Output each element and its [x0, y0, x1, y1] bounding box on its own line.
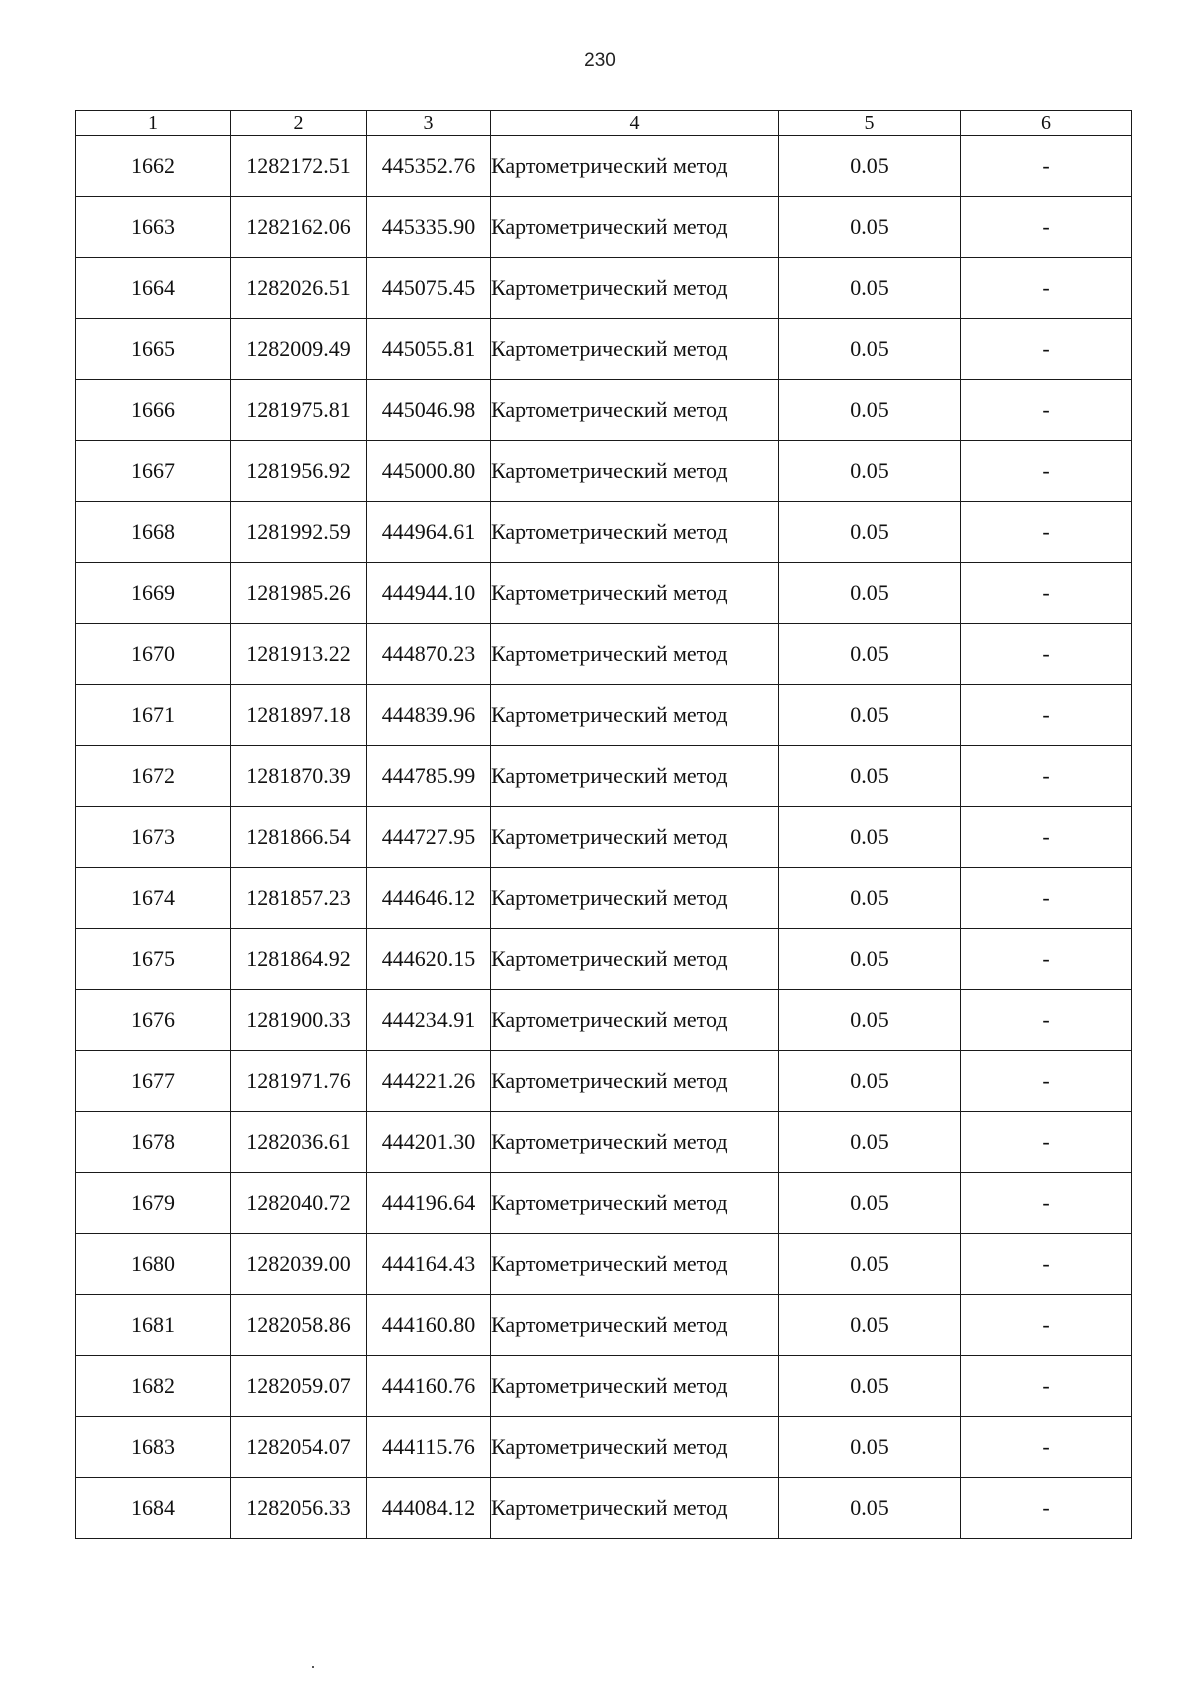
y-coordinate-cell: 444785.99: [367, 746, 491, 807]
table-row: [76, 136, 1132, 197]
method-cell: Картометрический метод: [491, 319, 779, 380]
y-coordinate-cell: 445335.90: [367, 197, 491, 258]
point-number-cell: 1682: [76, 1356, 231, 1417]
y-coordinate-cell: 444164.43: [367, 1234, 491, 1295]
y-coordinate-cell: 445000.80: [367, 441, 491, 502]
error-cell: 0.05: [779, 1112, 961, 1173]
note-cell: -: [961, 1234, 1132, 1295]
page-number: 230: [584, 50, 616, 71]
y-coordinate-cell: 444084.12: [367, 1478, 491, 1539]
error-cell: 0.05: [779, 1051, 961, 1112]
note-cell: -: [961, 868, 1132, 929]
method-cell: Картометрический метод: [491, 258, 779, 319]
method-cell: Картометрический метод: [491, 502, 779, 563]
y-coordinate-cell: 445046.98: [367, 380, 491, 441]
method-cell: Картометрический метод: [491, 197, 779, 258]
error-cell: 0.05: [779, 807, 961, 868]
y-coordinate-cell: 445352.76: [367, 136, 491, 197]
error-cell: 0.05: [779, 624, 961, 685]
x-coordinate-cell: 1282039.00: [231, 1234, 367, 1295]
x-coordinate-cell: 1282059.07: [231, 1356, 367, 1417]
error-cell: 0.05: [779, 319, 961, 380]
error-cell: 0.05: [779, 990, 961, 1051]
note-cell: -: [961, 441, 1132, 502]
column-header-2: 2: [231, 111, 367, 136]
y-coordinate-cell: 445075.45: [367, 258, 491, 319]
table-row: [76, 1173, 1132, 1234]
column-header-6: 6: [961, 111, 1132, 136]
table-body: [76, 136, 1132, 1539]
point-number-cell: 1679: [76, 1173, 231, 1234]
error-cell: 0.05: [779, 1356, 961, 1417]
y-coordinate-cell: 444221.26: [367, 1051, 491, 1112]
method-cell: Картометрический метод: [491, 1478, 779, 1539]
x-coordinate-cell: 1282056.33: [231, 1478, 367, 1539]
x-coordinate-cell: 1282036.61: [231, 1112, 367, 1173]
y-coordinate-cell: 444234.91: [367, 990, 491, 1051]
x-coordinate-cell: 1282009.49: [231, 319, 367, 380]
y-coordinate-cell: 444944.10: [367, 563, 491, 624]
point-number-cell: 1667: [76, 441, 231, 502]
note-cell: -: [961, 1051, 1132, 1112]
header-row: [76, 111, 1132, 136]
x-coordinate-cell: 1281870.39: [231, 746, 367, 807]
point-number-cell: 1683: [76, 1417, 231, 1478]
table-row: [76, 563, 1132, 624]
point-number-cell: 1678: [76, 1112, 231, 1173]
point-number-cell: 1673: [76, 807, 231, 868]
table-row: [76, 441, 1132, 502]
table-row: [76, 1112, 1132, 1173]
error-cell: 0.05: [779, 441, 961, 502]
point-number-cell: 1663: [76, 197, 231, 258]
note-cell: -: [961, 929, 1132, 990]
method-cell: Картометрический метод: [491, 1295, 779, 1356]
error-cell: 0.05: [779, 1295, 961, 1356]
error-cell: 0.05: [779, 380, 961, 441]
x-coordinate-cell: 1281971.76: [231, 1051, 367, 1112]
y-coordinate-cell: 444646.12: [367, 868, 491, 929]
y-coordinate-cell: 444727.95: [367, 807, 491, 868]
note-cell: -: [961, 136, 1132, 197]
x-coordinate-cell: 1281956.92: [231, 441, 367, 502]
point-number-cell: 1681: [76, 1295, 231, 1356]
point-number-cell: 1670: [76, 624, 231, 685]
y-coordinate-cell: 444160.80: [367, 1295, 491, 1356]
table-row: [76, 1295, 1132, 1356]
x-coordinate-cell: 1281985.26: [231, 563, 367, 624]
method-cell: Картометрический метод: [491, 380, 779, 441]
table-row: [76, 868, 1132, 929]
point-number-cell: 1662: [76, 136, 231, 197]
point-number-cell: 1680: [76, 1234, 231, 1295]
method-cell: Картометрический метод: [491, 1356, 779, 1417]
table-row: [76, 1051, 1132, 1112]
note-cell: -: [961, 1295, 1132, 1356]
point-number-cell: 1668: [76, 502, 231, 563]
error-cell: 0.05: [779, 868, 961, 929]
note-cell: -: [961, 1173, 1132, 1234]
scan-speck: [312, 1666, 314, 1668]
point-number-cell: 1664: [76, 258, 231, 319]
method-cell: Картометрический метод: [491, 136, 779, 197]
error-cell: 0.05: [779, 1173, 961, 1234]
note-cell: -: [961, 1112, 1132, 1173]
point-number-cell: 1672: [76, 746, 231, 807]
method-cell: Картометрический метод: [491, 1051, 779, 1112]
table-row: [76, 807, 1132, 868]
y-coordinate-cell: 444115.76: [367, 1417, 491, 1478]
y-coordinate-cell: 444201.30: [367, 1112, 491, 1173]
table-row: [76, 929, 1132, 990]
x-coordinate-cell: 1282172.51: [231, 136, 367, 197]
note-cell: -: [961, 807, 1132, 868]
x-coordinate-cell: 1282026.51: [231, 258, 367, 319]
note-cell: -: [961, 380, 1132, 441]
table-row: [76, 197, 1132, 258]
note-cell: -: [961, 1356, 1132, 1417]
note-cell: -: [961, 685, 1132, 746]
table-row: [76, 380, 1132, 441]
x-coordinate-cell: 1281864.92: [231, 929, 367, 990]
point-number-cell: 1665: [76, 319, 231, 380]
x-coordinate-cell: 1282054.07: [231, 1417, 367, 1478]
note-cell: -: [961, 1417, 1132, 1478]
table-header: [76, 111, 1132, 136]
table-row: [76, 746, 1132, 807]
note-cell: -: [961, 746, 1132, 807]
method-cell: Картометрический метод: [491, 624, 779, 685]
column-header-5: 5: [779, 111, 961, 136]
error-cell: 0.05: [779, 563, 961, 624]
error-cell: 0.05: [779, 929, 961, 990]
method-cell: Картометрический метод: [491, 807, 779, 868]
note-cell: -: [961, 319, 1132, 380]
method-cell: Картометрический метод: [491, 1417, 779, 1478]
note-cell: -: [961, 990, 1132, 1051]
point-number-cell: 1675: [76, 929, 231, 990]
error-cell: 0.05: [779, 502, 961, 563]
note-cell: -: [961, 563, 1132, 624]
y-coordinate-cell: 444964.61: [367, 502, 491, 563]
y-coordinate-cell: 445055.81: [367, 319, 491, 380]
table-row: [76, 624, 1132, 685]
column-header-4: 4: [491, 111, 779, 136]
error-cell: 0.05: [779, 1417, 961, 1478]
table-row: [76, 1356, 1132, 1417]
error-cell: 0.05: [779, 746, 961, 807]
method-cell: Картометрический метод: [491, 990, 779, 1051]
method-cell: Картометрический метод: [491, 685, 779, 746]
x-coordinate-cell: 1281900.33: [231, 990, 367, 1051]
note-cell: -: [961, 624, 1132, 685]
method-cell: Картометрический метод: [491, 746, 779, 807]
column-header-1: 1: [76, 111, 231, 136]
x-coordinate-cell: 1281992.59: [231, 502, 367, 563]
column-header-3: 3: [367, 111, 491, 136]
x-coordinate-cell: 1281866.54: [231, 807, 367, 868]
note-cell: -: [961, 502, 1132, 563]
table-row: [76, 258, 1132, 319]
y-coordinate-cell: 444839.96: [367, 685, 491, 746]
x-coordinate-cell: 1281975.81: [231, 380, 367, 441]
point-number-cell: 1676: [76, 990, 231, 1051]
table-row: [76, 1234, 1132, 1295]
x-coordinate-cell: 1282162.06: [231, 197, 367, 258]
note-cell: -: [961, 197, 1132, 258]
y-coordinate-cell: 444196.64: [367, 1173, 491, 1234]
point-number-cell: 1677: [76, 1051, 231, 1112]
method-cell: Картометрический метод: [491, 1112, 779, 1173]
coordinates-table: [75, 110, 1132, 1539]
method-cell: Картометрический метод: [491, 1234, 779, 1295]
point-number-cell: 1684: [76, 1478, 231, 1539]
error-cell: 0.05: [779, 1234, 961, 1295]
note-cell: -: [961, 1478, 1132, 1539]
error-cell: 0.05: [779, 1478, 961, 1539]
x-coordinate-cell: 1281897.18: [231, 685, 367, 746]
method-cell: Картометрический метод: [491, 929, 779, 990]
point-number-cell: 1666: [76, 380, 231, 441]
table-row: [76, 502, 1132, 563]
table-row: [76, 685, 1132, 746]
error-cell: 0.05: [779, 258, 961, 319]
error-cell: 0.05: [779, 685, 961, 746]
x-coordinate-cell: 1282058.86: [231, 1295, 367, 1356]
method-cell: Картометрический метод: [491, 441, 779, 502]
method-cell: Картометрический метод: [491, 1173, 779, 1234]
method-cell: Картометрический метод: [491, 868, 779, 929]
point-number-cell: 1674: [76, 868, 231, 929]
point-number-cell: 1671: [76, 685, 231, 746]
x-coordinate-cell: 1281913.22: [231, 624, 367, 685]
y-coordinate-cell: 444160.76: [367, 1356, 491, 1417]
method-cell: Картометрический метод: [491, 563, 779, 624]
y-coordinate-cell: 444620.15: [367, 929, 491, 990]
point-number-cell: 1669: [76, 563, 231, 624]
x-coordinate-cell: 1282040.72: [231, 1173, 367, 1234]
table-row: [76, 990, 1132, 1051]
table-row: [76, 1478, 1132, 1539]
y-coordinate-cell: 444870.23: [367, 624, 491, 685]
error-cell: 0.05: [779, 197, 961, 258]
note-cell: -: [961, 258, 1132, 319]
x-coordinate-cell: 1281857.23: [231, 868, 367, 929]
table-row: [76, 1417, 1132, 1478]
table-row: [76, 319, 1132, 380]
error-cell: 0.05: [779, 136, 961, 197]
